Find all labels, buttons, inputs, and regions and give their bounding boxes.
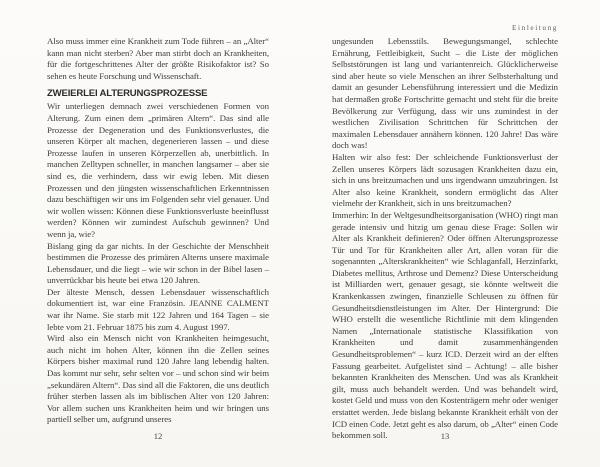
paragraph: Immerhin: In der Weltgesundheitsorganisation (WHO) ringt man gerade intensiv und hitzig um genau diese Frage: Sollen wir Alter als Krankheit definieren? Oder öffnen Alterungsprozesse Tür und Tor für Krankheiten aller Art, allen voran für die sogenannten „Alterskrankheiten“ wie Schlaganfall, Herzinfarkt, Diabetes mellitus, Arthrose und Demenz? Diese Unterscheidung ist Milliarden wert, genauer gesagt, sie könnte weltweit die Krankenkassen zwingen, finanzielle Schleusen zu öffnen für Gesundheitsdienstleistungen im Alter. Der Hintergrund: Die WHO erstellt die wesentliche Richtlinie mit dem klingenden Namen „Internationale statistische Klassifikation von Krankheiten und damit zusammenhängenden Gesundheitsproblemen“ – kurz ICD. Derzeit wird an der elften Fassung gearbeitet. Aufgelistet sind – Achtung! – alle bisher bekannten Krankheiten des Menschen. Und was als Krankheit gilt, muss auch behandelt werden. Und was behandelt wird, kostet Geld und muss von den Kostenträgern mehr oder weniger erstattet werden. Jede bislang bekannte Krankheit erhält von der ICD einen Code. Jetzt geht es also darum, ob „Alter“ einen Code bekommen soll. (332, 209, 558, 441)
paragraph: Halten wir also fest: Der schleichende Funktionsverlust der Zellen unseres Körpers lädt sozusagen Krankheiten dazu ein, sich in uns breitzumachen und uns irgendwann umzubringen. Ist Alter also keine Krankheit, sondern ermöglicht das Alter vielmehr der Krankheit, sich in uns breitzumachen? (332, 151, 558, 209)
running-header: Einleitung (512, 24, 558, 32)
paragraph-intro-continued: Also muss immer eine Krankheit zum Tode führen – an „Alter“ kann man nicht sterben? Aber man stirbt doch an Krankheiten, für die fortgeschrittenes Alter der größte Risikofaktor ist? So sehen es heute Forschung und Wissenschaft. (47, 36, 269, 81)
section-heading: ZWEIERLEI ALTERUNGSPROZESSE (47, 88, 208, 100)
paragraph: Wir unterliegen demnach zwei verschiedenen Formen von Alterung. Zum einen dem „primären Altern“. Das sind alle Prozesse der Degeneration und des Funktionsverlustes, die unseren Körper alt machen, degenerieren lassen – und diese Prozesse laufen in unseren Körperzellen ab, unerbittlich. In manchen Zelltypen schneller, in manchen langsamer – aber sie sind es, die verhindern, dass wir ewig leben. Mit diesen Prozessen und den jüngsten wissenschaftlichen Erkenntnissen dazu beschäftigen wir uns im Folgenden sehr viel genauer. Und wir wollen wissen: Können diese Funktionsverluste beeinflusst werden? Können wir zumindest Aufschub gewinnen? Und wenn ja, wie? (47, 101, 269, 239)
right-page-text-column (332, 36, 558, 442)
page-number-right: 13 (440, 431, 450, 441)
paragraph: Bislang ging da gar nichts. In der Geschichte der Menschheit bestimmen die Prozesse des primären Alterns unsere maximale Lebensdauer, und die liegt – wie wir schon in der Bibel lasen – unverrückbar bis heute bei etwa 120 Jahren. (47, 240, 269, 286)
paragraph: Wird also ein Mensch nicht von Krankheiten heimgesucht, auch nicht im hohen Alter, können ihn die Zellen seines Körpers bisher maximal rund 120 Jahre lang lebendig halten. Das kommt nur sehr, sehr selten vor – und schon sind wir beim „sekundären Altern“. Das sind all die Faktoren, die uns deutlich früher sterben lassen als im biblischen Alter von 120 Jahren: Vor allem suchen uns Krankheiten heim und wir bringen uns partiell selber um, aufgrund unseres (47, 333, 269, 425)
paragraph-continued: ungesunden Lebensstils. Bewegungsmangel, schlechte Ernährung, Fettleibigkeit, Sucht – die Liste der möglichen Selbststörungen ist lang und variantenreich. Glücklicherweise sind aber heute so viele Menschen an ihrer Selbsterhaltung und damit an gesunder Lebensführung interessiert und die Medizin hat dermaßen große Fortschritte gemacht und steht für die breite Bevölkerung zur Verfügung, dass wir uns zumindest in der westlichen Zivilisation Schrittchen für Schrittchen der maximalen Lebensdauer annähern können. 120 Jahre! Das wäre doch was! (332, 36, 558, 151)
left-page-text-column (47, 36, 269, 426)
page-number-left: 12 (153, 431, 163, 441)
paragraph: Der älteste Mensch, dessen Lebensdauer wissenschaftlich dokumentiert ist, war eine Französin. JEANNE CALMENT war ihr Name. Sie starb mit 122 Jahren und 164 Tagen – sie lebte vom 21. Februar 1875 bis zum 4. August 1997. (47, 286, 269, 332)
